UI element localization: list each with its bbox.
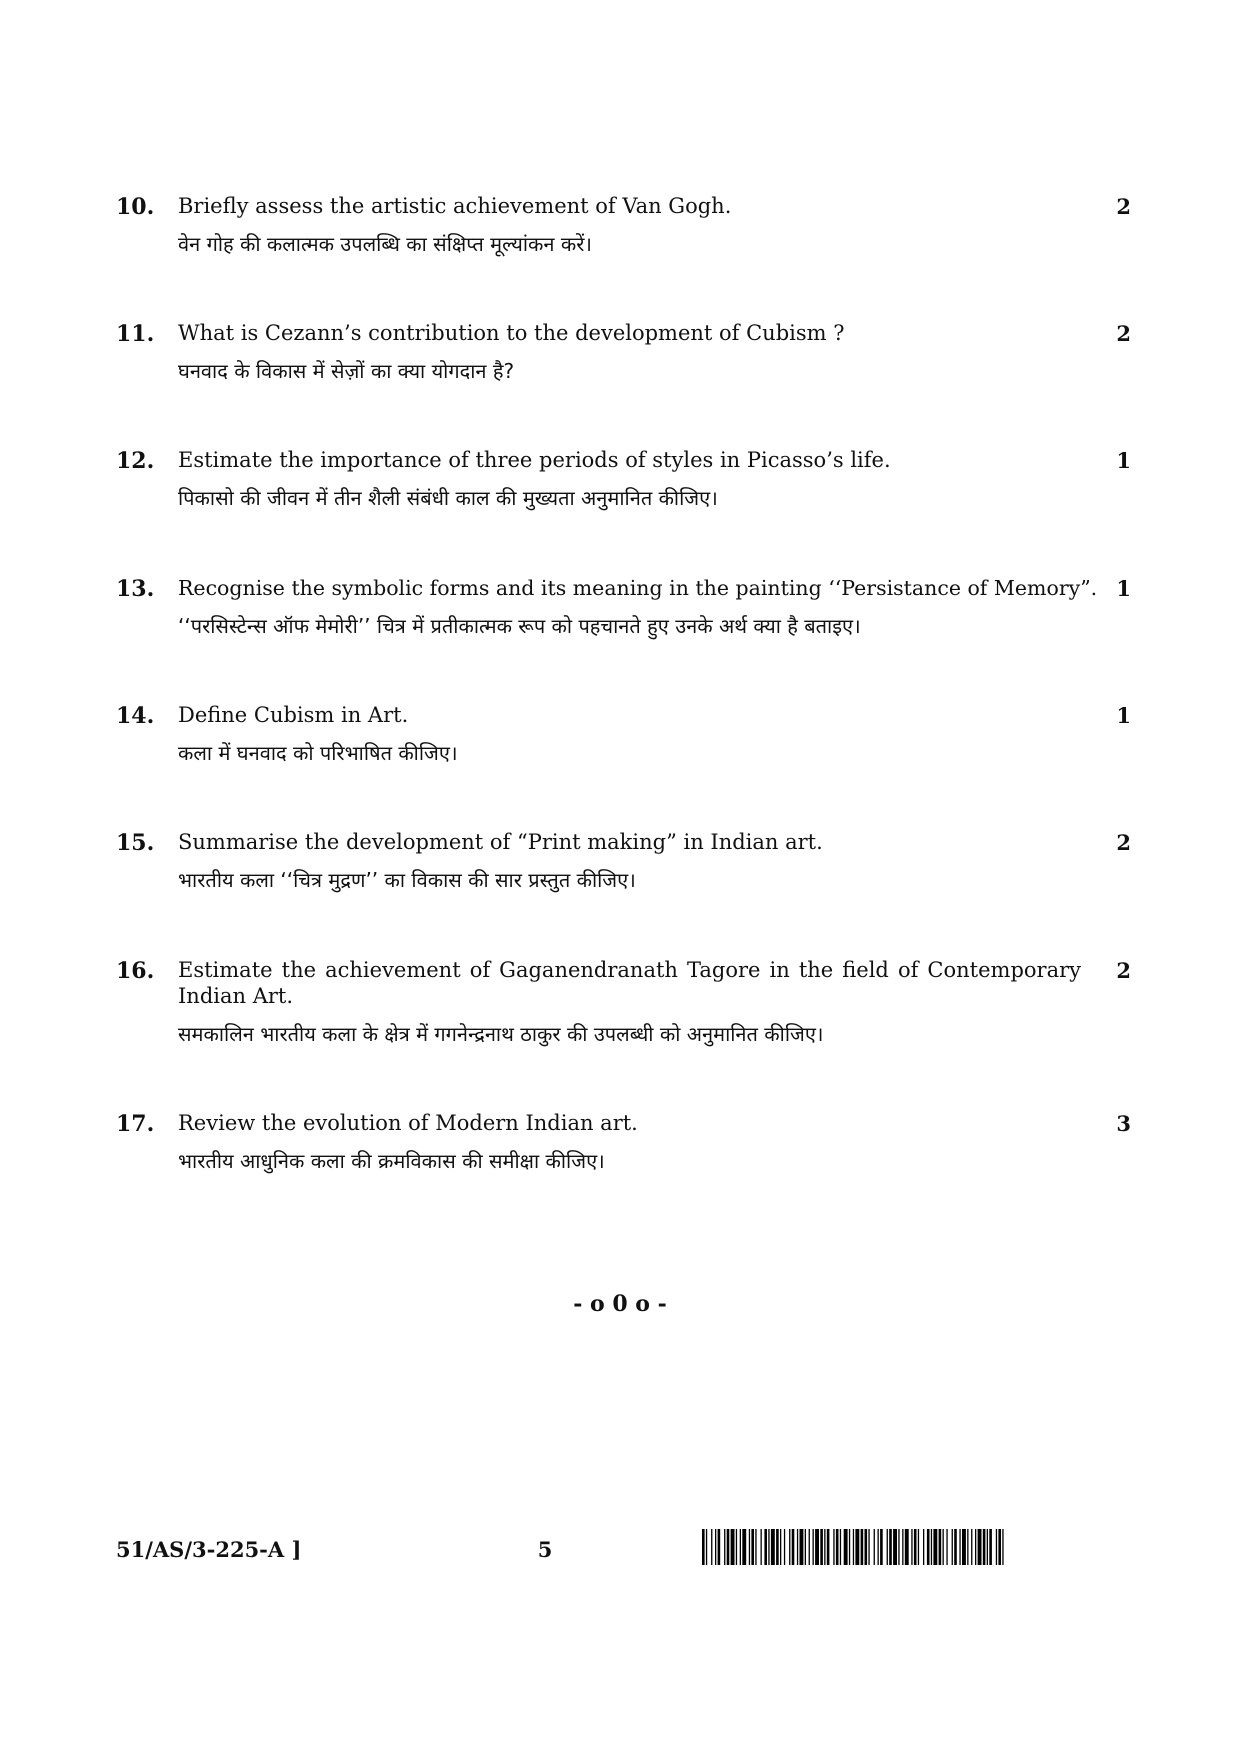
question-text-hindi: घनवाद के विकास में सेज़ों का क्या योगदान है?: [178, 359, 515, 383]
question-text-hindi: पिकासो की जीवन में तीन शैली संबंधी काल की मुख्यता अनुमानित कीजिए।: [178, 486, 718, 510]
barcode-bar: [975, 1529, 976, 1565]
question-13: [116, 575, 1131, 640]
question-text-english: Estimate the importance of three periods of styles in Picasso’s life.: [178, 448, 891, 472]
barcode-bar: [943, 1529, 944, 1565]
barcode-bar: [736, 1529, 737, 1565]
barcode-bar: [959, 1529, 960, 1565]
question-marks: 1: [1116, 576, 1131, 601]
question-15: [116, 829, 1131, 894]
barcode-bar: [731, 1529, 735, 1565]
question-11: [116, 320, 1131, 385]
barcode-bar: [878, 1529, 879, 1565]
barcode-bar: [755, 1529, 756, 1565]
barcode-bar: [849, 1529, 850, 1565]
barcode-bar: [954, 1529, 957, 1565]
barcode-bar: [776, 1529, 779, 1565]
barcode-bar: [742, 1529, 746, 1565]
end-of-paper-mark: - o 0 o -: [573, 1291, 667, 1317]
question-number: 15.: [116, 830, 155, 856]
barcode-bar: [939, 1529, 942, 1565]
barcode-bar: [880, 1529, 883, 1565]
barcode-bar: [789, 1529, 790, 1565]
question-text-english: Recognise the symbolic forms and its meaning in the painting ‘‘Persistance of Memory”.: [178, 576, 1098, 600]
barcode-bar: [874, 1529, 875, 1565]
page-number: 5: [537, 1537, 553, 1562]
barcode-bar: [962, 1529, 966, 1565]
barcode-bar: [931, 1529, 932, 1565]
barcode-bar: [771, 1529, 775, 1565]
question-number: 11.: [116, 321, 155, 347]
question-text-hindi: वेन गोह की कलात्मक उपलब्धि का संक्षिप्त मूल्यांकन करें।: [178, 232, 592, 256]
barcode-bar: [998, 1529, 1001, 1565]
barcode-bar: [902, 1529, 903, 1565]
barcode-bar: [855, 1529, 859, 1565]
barcode-bar: [833, 1529, 834, 1565]
barcode-bar: [827, 1529, 830, 1565]
barcode-bar: [952, 1529, 953, 1565]
barcode-bar: [868, 1529, 869, 1565]
barcode-bar: [724, 1529, 725, 1565]
question-text-english: Summarise the development of “Print making” in Indian art.: [178, 830, 823, 854]
barcode-bar: [887, 1529, 888, 1565]
barcode-bar: [797, 1529, 798, 1565]
barcode-bar: [967, 1529, 968, 1565]
question-10: [116, 193, 1131, 258]
question-number: 13.: [116, 576, 155, 602]
barcode-bar: [933, 1529, 937, 1565]
question-text-hindi: ‘‘परसिस्टेन्स ऑफ मेमोरी’’ चित्र में प्रतीकात्मक रूप को पहचानते हुए उनके अर्थ क्या है बताइए।: [178, 614, 861, 638]
barcode-bar: [792, 1529, 795, 1565]
question-text-hindi: समकालिन भारतीय कला के क्षेत्र में गगनेन्द्रनाथ ठाकुर की उपलब्धी को अनुमानित कीजिए।: [178, 1022, 824, 1046]
question-12: [116, 447, 1131, 512]
barcode-bar: [996, 1529, 997, 1565]
barcode-bar: [911, 1529, 912, 1565]
question-text-english: Estimate the achievement of Gaganendranath Tagore in the field of Contemporary Indian Art.: [178, 958, 1081, 1008]
barcode-bar: [861, 1529, 864, 1565]
barcode-bar: [983, 1529, 986, 1565]
question-marks: 1: [1116, 703, 1131, 728]
question-text-english: Define Cubism in Art.: [178, 703, 409, 727]
question-text-hindi: भारतीय कला ‘‘चित्र मुद्रण’’ का विकास की सार प्रस्तुत कीजिए।: [178, 868, 636, 892]
barcode-bar: [784, 1529, 785, 1565]
barcode-bar: [824, 1529, 825, 1565]
question-17: [116, 1110, 1131, 1175]
barcode-bar: [978, 1529, 982, 1565]
barcode-bar: [898, 1529, 899, 1565]
question-number: 17.: [116, 1111, 155, 1137]
barcode-bar: [727, 1529, 730, 1565]
question-number: 16.: [116, 958, 155, 984]
barcode-bar: [844, 1529, 848, 1565]
barcode-bar: [820, 1529, 823, 1565]
barcode-bar: [1002, 1529, 1003, 1565]
barcode-bar: [893, 1529, 897, 1565]
barcode-bar: [971, 1529, 972, 1565]
barcode: [702, 1529, 1004, 1565]
barcode-bar: [923, 1529, 924, 1565]
barcode-bar: [914, 1529, 917, 1565]
barcode-bar: [815, 1529, 819, 1565]
question-marks: 3: [1116, 1111, 1131, 1136]
barcode-bar: [702, 1529, 705, 1565]
question-number: 10.: [116, 194, 155, 220]
barcode-bar: [865, 1529, 868, 1565]
barcode-bar: [780, 1529, 781, 1565]
paper-code: 51/AS/3-225-A ]: [116, 1537, 302, 1562]
barcode-bar: [946, 1529, 947, 1565]
question-text-english: Briefly assess the artistic achievement of Van Gogh.: [178, 194, 732, 218]
question-text-hindi: भारतीय आधुनिक कला की क्रमविकास की समीक्षा कीजिए।: [178, 1149, 605, 1173]
barcode-bar: [989, 1529, 992, 1565]
barcode-bar: [740, 1529, 741, 1565]
question-text-english: What is Cezann’s contribution to the development of Cubism ?: [178, 321, 845, 345]
barcode-bar: [840, 1529, 841, 1565]
barcode-bar: [718, 1529, 721, 1565]
question-14: [116, 702, 1131, 767]
barcode-bar: [987, 1529, 988, 1565]
barcode-bar: [749, 1529, 750, 1565]
barcode-bar: [764, 1529, 767, 1565]
question-text-hindi: कला में घनवाद को परिभाषित कीजिए।: [178, 741, 458, 765]
barcode-bar: [715, 1529, 716, 1565]
barcode-bar: [706, 1529, 707, 1565]
question-number: 14.: [116, 703, 155, 729]
barcode-bar: [853, 1529, 854, 1565]
question-marks: 2: [1116, 321, 1131, 346]
barcode-bar: [836, 1529, 839, 1565]
barcode-bar: [805, 1529, 806, 1565]
question-marks: 2: [1116, 958, 1131, 983]
barcode-bar: [918, 1529, 919, 1565]
question-number: 12.: [116, 448, 155, 474]
barcode-bar: [711, 1529, 712, 1565]
barcode-bar: [751, 1529, 754, 1565]
question-16: [116, 957, 1131, 1048]
barcode-bar: [800, 1529, 804, 1565]
barcode-bar: [809, 1529, 810, 1565]
barcode-bar: [905, 1529, 909, 1565]
question-text-english: Review the evolution of Modern Indian art.: [178, 1111, 638, 1135]
barcode-bar: [761, 1529, 762, 1565]
question-marks: 2: [1116, 830, 1131, 855]
barcode-bar: [813, 1529, 814, 1565]
barcode-bar: [889, 1529, 892, 1565]
barcode-bar: [768, 1529, 769, 1565]
question-marks: 2: [1116, 194, 1131, 219]
question-marks: 1: [1116, 448, 1131, 473]
barcode-bar: [927, 1529, 930, 1565]
